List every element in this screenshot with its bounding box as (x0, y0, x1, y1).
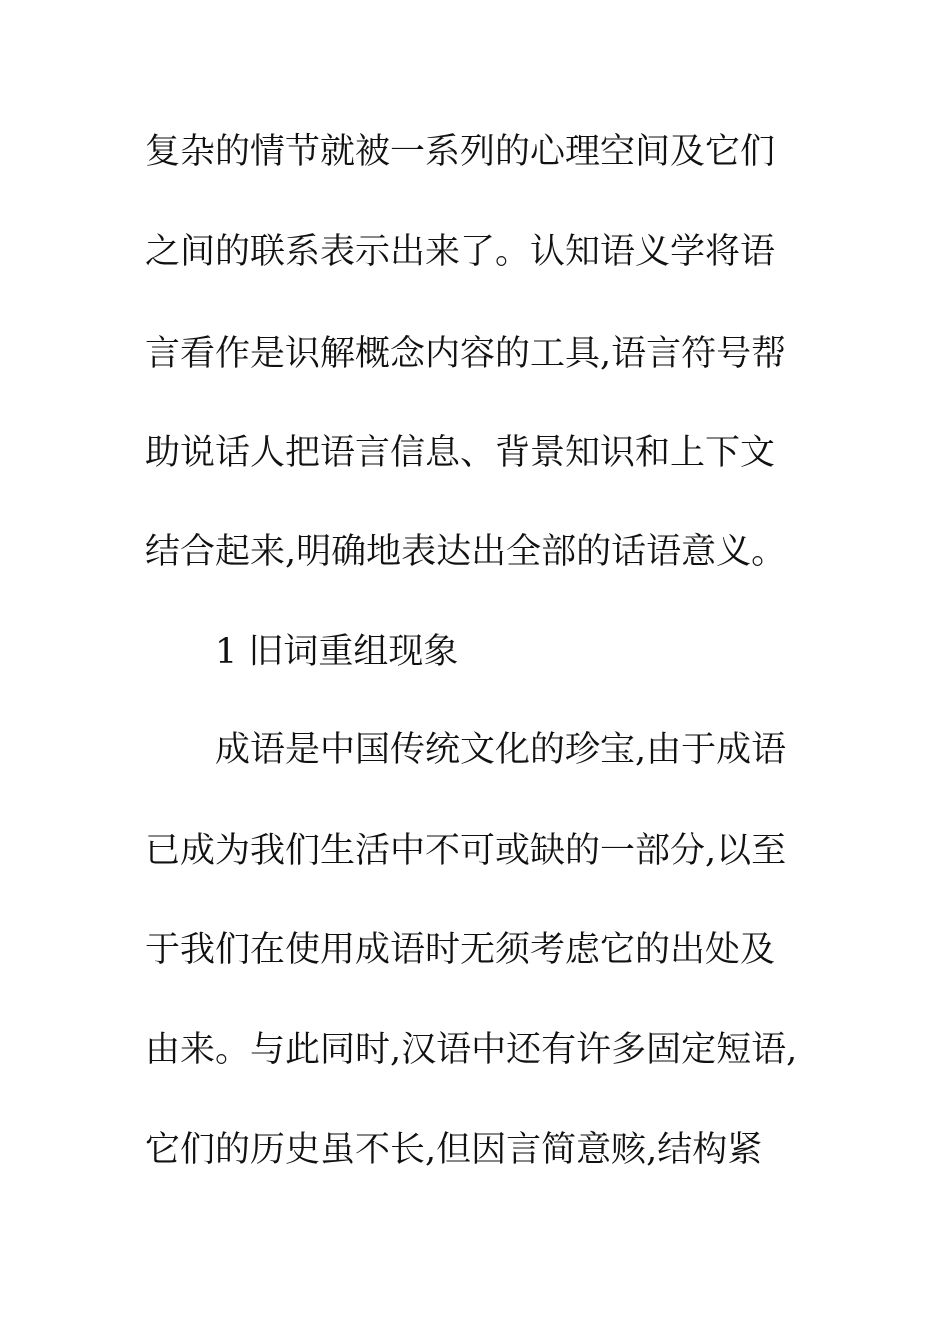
paragraph-line: 由来。与此同时,汉语中还有许多固定短语, (145, 1030, 798, 1070)
paragraph-line: 助说话人把语言信息、背景知识和上下文 (145, 433, 776, 473)
paragraph-line: 它们的历史虽不长,但因言简意赅,结构紧 (145, 1130, 763, 1170)
paragraph-line: 于我们在使用成语时无须考虑它的出处及 (145, 930, 776, 970)
paragraph-line: 成语是中国传统文化的珍宝,由于成语 (215, 730, 787, 770)
paragraph-line: 已成为我们生活中不可或缺的一部分,以至 (145, 831, 787, 871)
section-heading: 1 旧词重组现象 (215, 632, 459, 672)
paragraph-line: 之间的联系表示出来了。认知语义学将语 (145, 232, 776, 272)
paragraph-line: 言看作是识解概念内容的工具,语言符号帮 (145, 334, 787, 374)
paragraph-line: 复杂的情节就被一系列的心理空间及它们 (145, 132, 776, 172)
paragraph-line: 结合起来,明确地表达出全部的话语意义。 (145, 532, 787, 572)
